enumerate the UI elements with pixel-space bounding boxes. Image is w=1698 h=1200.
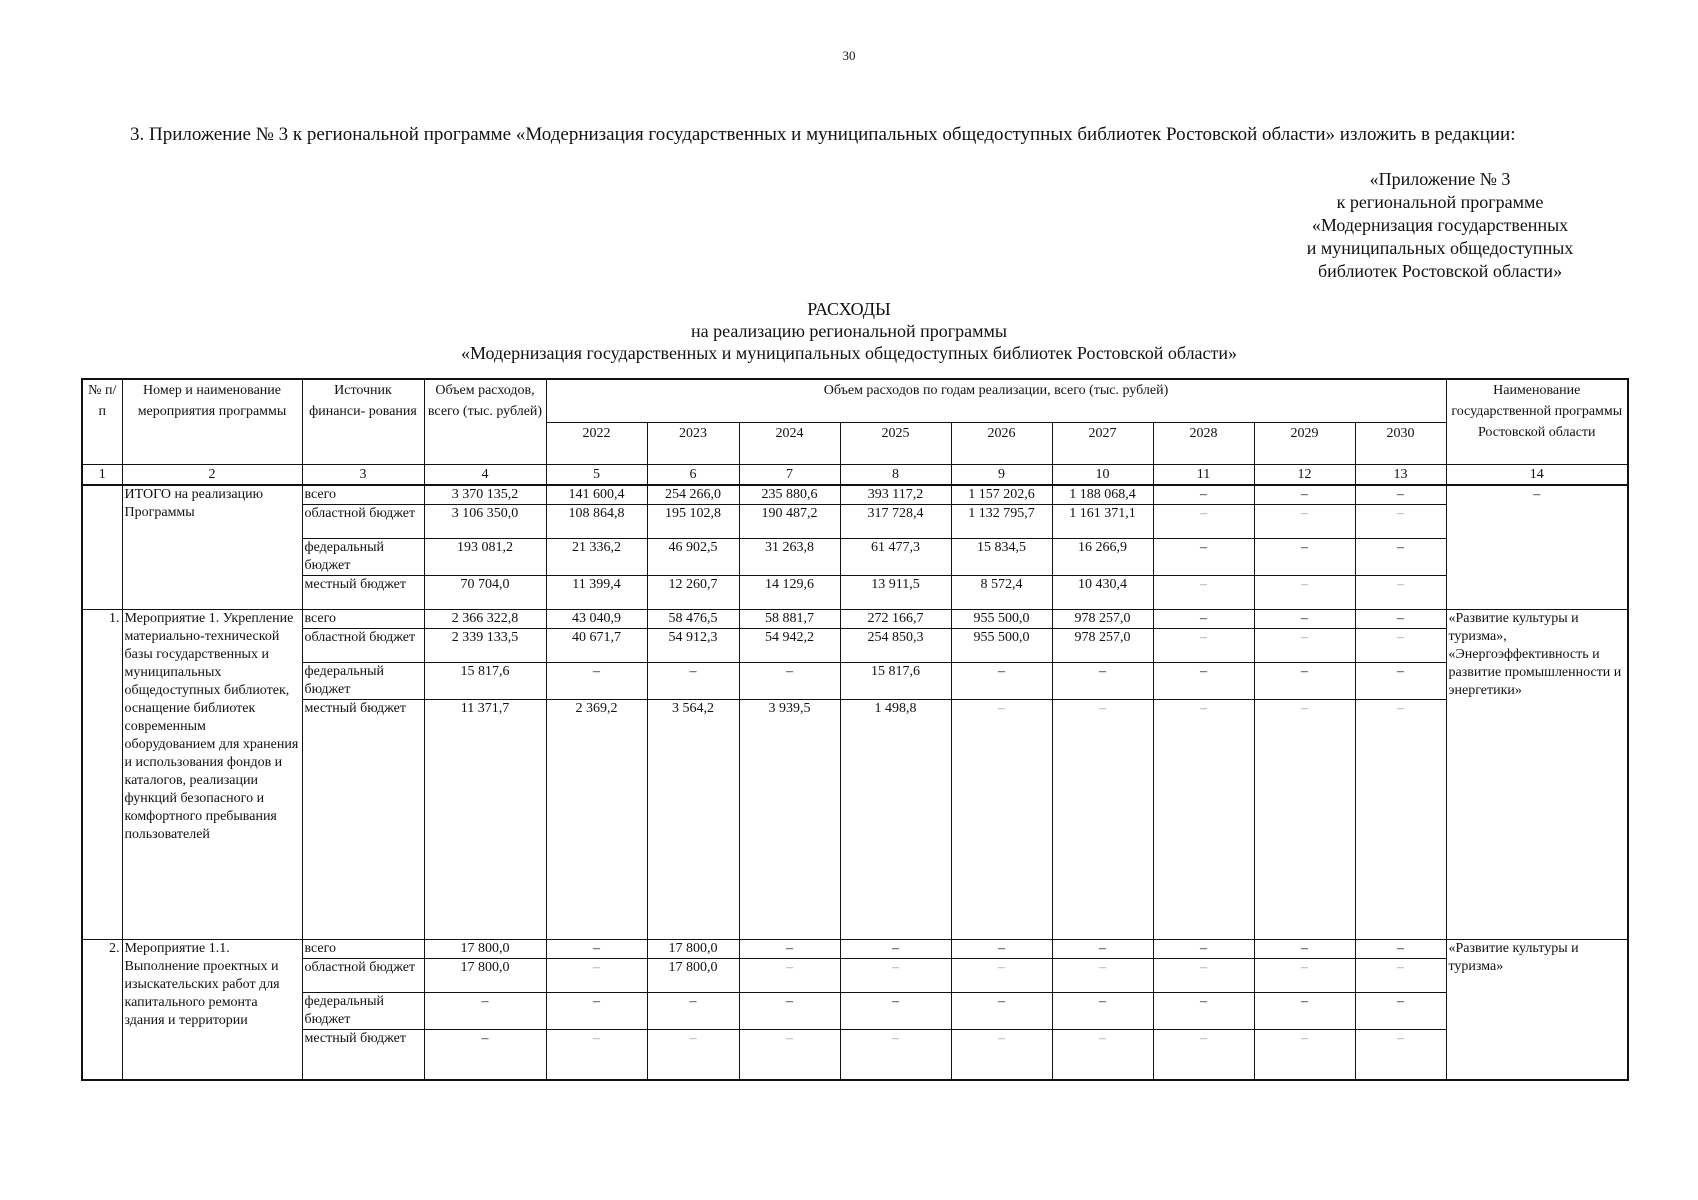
header-year-2022: 2022 [546, 423, 647, 465]
header-year-2028: 2028 [1153, 423, 1254, 465]
year-value-2028: – [1153, 629, 1254, 663]
table-row [82, 993, 1628, 1030]
year-value-2030: – [1355, 1030, 1446, 1080]
year-value-2025: 254 850,3 [840, 629, 951, 663]
year-value-2030: – [1355, 610, 1446, 629]
table-row [82, 700, 1628, 940]
year-value-2029: – [1254, 485, 1355, 505]
year-value-2030: – [1355, 663, 1446, 700]
year-value-2029: – [1254, 700, 1355, 940]
year-value-2025: – [840, 993, 951, 1030]
year-value-2026: – [951, 663, 1052, 700]
header-number: № п/п [82, 379, 122, 465]
year-value-2027: – [1052, 700, 1153, 940]
year-value-2022: – [546, 940, 647, 959]
funding-source: федеральный бюджет [302, 539, 424, 576]
appendix-line: «Модернизация государственных [1311, 215, 1569, 235]
header-year-2025: 2025 [840, 423, 951, 465]
year-value-2023: 12 260,7 [647, 576, 739, 610]
total-volume: 3 370 135,2 [424, 485, 546, 505]
total-volume: 15 817,6 [424, 663, 546, 700]
year-value-2028: – [1153, 663, 1254, 700]
expenses-table-wrapper [81, 378, 1629, 1081]
total-volume: 70 704,0 [424, 576, 546, 610]
header-year-2027: 2027 [1052, 423, 1153, 465]
year-value-2024: – [739, 959, 840, 993]
event-name: Мероприятие 1.1. Выполнение проектных и изыскательских работ для капитального ремонта здания и территории [122, 940, 302, 1080]
year-value-2029: – [1254, 1030, 1355, 1080]
year-value-2024: – [739, 663, 840, 700]
total-volume: 17 800,0 [424, 940, 546, 959]
year-value-2029: – [1254, 959, 1355, 993]
year-value-2024: 190 487,2 [739, 505, 840, 539]
year-value-2027: – [1052, 959, 1153, 993]
year-value-2030: – [1355, 629, 1446, 663]
column-number: 10 [1052, 465, 1153, 486]
table-row [82, 663, 1628, 700]
funding-source: всего [302, 485, 424, 505]
year-value-2022: 2 369,2 [546, 700, 647, 940]
table-header [82, 379, 1628, 485]
year-value-2022: 21 336,2 [546, 539, 647, 576]
row-number: 2. [82, 940, 122, 1080]
year-value-2028: – [1153, 993, 1254, 1030]
column-number: 12 [1254, 465, 1355, 486]
year-value-2029: – [1254, 629, 1355, 663]
year-value-2029: – [1254, 663, 1355, 700]
year-value-2027: 1 188 068,4 [1052, 485, 1153, 505]
row-number [82, 485, 122, 610]
title-line: «Модернизация государственных и муниципальных общедоступных библиотек Ростовской области» [460, 343, 1238, 363]
table-row [82, 1030, 1628, 1080]
year-value-2023: 195 102,8 [647, 505, 739, 539]
year-value-2030: – [1355, 505, 1446, 539]
appendix-line: и муниципальных общедоступных [1306, 238, 1574, 258]
table-row [82, 576, 1628, 610]
title-line: РАСХОДЫ [807, 299, 891, 319]
year-value-2024: – [739, 1030, 840, 1080]
year-value-2025: – [840, 1030, 951, 1080]
total-volume: 17 800,0 [424, 959, 546, 993]
event-name: ИТОГО на реализацию Программы [122, 485, 302, 610]
total-volume: 3 106 350,0 [424, 505, 546, 539]
funding-source: областной бюджет [302, 959, 424, 993]
column-number: 8 [840, 465, 951, 486]
year-value-2025: 1 498,8 [840, 700, 951, 940]
year-value-2024: 235 880,6 [739, 485, 840, 505]
year-value-2024: 14 129,6 [739, 576, 840, 610]
total-volume: 2 366 322,8 [424, 610, 546, 629]
year-value-2030: – [1355, 959, 1446, 993]
year-value-2030: – [1355, 576, 1446, 610]
year-value-2023: 254 266,0 [647, 485, 739, 505]
column-number: 7 [739, 465, 840, 486]
year-value-2030: – [1355, 940, 1446, 959]
year-value-2025: 15 817,6 [840, 663, 951, 700]
year-value-2028: – [1153, 505, 1254, 539]
year-value-2030: – [1355, 993, 1446, 1030]
year-value-2026: 15 834,5 [951, 539, 1052, 576]
header-years-group: Объем расходов по годам реализации, всего (тыс. рублей) [546, 379, 1446, 423]
total-volume: – [424, 993, 546, 1030]
year-value-2025: 393 117,2 [840, 485, 951, 505]
year-value-2025: – [840, 940, 951, 959]
event-name: Мероприятие 1. Укрепление материально-технической базы государственных и муниципальных общедоступных библиотек, оснащение библиотек современным оборудованием для хранения и использования фондов и каталогов, реализации функций безопасного и комфортного пребывания пользователей [122, 610, 302, 940]
header-year-2026: 2026 [951, 423, 1052, 465]
column-number: 1 [82, 465, 122, 486]
header-total-volume: Объем расходов, всего (тыс. рублей) [424, 379, 546, 465]
year-value-2025: 13 911,5 [840, 576, 951, 610]
year-value-2029: – [1254, 539, 1355, 576]
header-state-program: Наименование государственной программы Ростовской области [1446, 379, 1628, 465]
year-value-2022: – [546, 663, 647, 700]
column-number: 3 [302, 465, 424, 486]
state-program: «Развитие культуры и туризма», «Энергоэффективность и развитие промышленности и энергетики» [1446, 610, 1628, 940]
appendix-caption [1250, 168, 1630, 283]
funding-source: местный бюджет [302, 700, 424, 940]
year-value-2023: – [647, 993, 739, 1030]
year-value-2027: – [1052, 1030, 1153, 1080]
header-year-2030: 2030 [1355, 423, 1446, 465]
year-value-2022: – [546, 1030, 647, 1080]
year-value-2026: – [951, 959, 1052, 993]
year-value-2029: – [1254, 993, 1355, 1030]
year-value-2028: – [1153, 940, 1254, 959]
year-value-2026: 955 500,0 [951, 629, 1052, 663]
year-value-2027: – [1052, 663, 1153, 700]
header-event-name: Номер и наименование мероприятия программы [122, 379, 302, 465]
year-value-2025: 272 166,7 [840, 610, 951, 629]
year-value-2024: 3 939,5 [739, 700, 840, 940]
table-row [82, 629, 1628, 663]
table-row [82, 505, 1628, 539]
year-value-2027: 10 430,4 [1052, 576, 1153, 610]
appendix-line: «Приложение № 3 [1369, 169, 1511, 189]
column-number: 13 [1355, 465, 1446, 486]
year-value-2023: 3 564,2 [647, 700, 739, 940]
year-value-2028: – [1153, 576, 1254, 610]
year-value-2024: 31 263,8 [739, 539, 840, 576]
year-value-2023: 17 800,0 [647, 959, 739, 993]
table-row [82, 610, 1628, 629]
year-value-2028: – [1153, 539, 1254, 576]
column-number: 5 [546, 465, 647, 486]
year-value-2028: – [1153, 485, 1254, 505]
year-value-2030: – [1355, 700, 1446, 940]
state-program: – [1446, 485, 1628, 610]
year-value-2030: – [1355, 539, 1446, 576]
year-value-2025: 317 728,4 [840, 505, 951, 539]
column-number: 11 [1153, 465, 1254, 486]
page-number: 30 [842, 48, 856, 63]
year-value-2024: 54 942,2 [739, 629, 840, 663]
table-row [82, 485, 1628, 505]
header-funding-source: Источник финанси- рования [302, 379, 424, 465]
year-value-2029: – [1254, 576, 1355, 610]
year-value-2026: 8 572,4 [951, 576, 1052, 610]
year-value-2026: – [951, 993, 1052, 1030]
year-value-2026: – [951, 940, 1052, 959]
year-value-2029: – [1254, 505, 1355, 539]
year-value-2023: 46 902,5 [647, 539, 739, 576]
year-value-2027: 978 257,0 [1052, 629, 1153, 663]
row-number: 1. [82, 610, 122, 940]
funding-source: всего [302, 610, 424, 629]
year-value-2022: – [546, 959, 647, 993]
table-row [82, 959, 1628, 993]
funding-source: всего [302, 940, 424, 959]
year-value-2026: 955 500,0 [951, 610, 1052, 629]
header-year-2024: 2024 [739, 423, 840, 465]
column-number: 9 [951, 465, 1052, 486]
year-value-2024: – [739, 993, 840, 1030]
year-value-2022: 43 040,9 [546, 610, 647, 629]
appendix-line: к региональной программе [1336, 192, 1544, 212]
title-line: на реализацию региональной программы [690, 321, 1008, 341]
column-number: 4 [424, 465, 546, 486]
total-volume: 2 339 133,5 [424, 629, 546, 663]
year-value-2026: – [951, 700, 1052, 940]
funding-source: областной бюджет [302, 629, 424, 663]
year-value-2022: 11 399,4 [546, 576, 647, 610]
header-year-2023: 2023 [647, 423, 739, 465]
year-value-2026: 1 132 795,7 [951, 505, 1052, 539]
year-value-2022: 108 864,8 [546, 505, 647, 539]
funding-source: федеральный бюджет [302, 993, 424, 1030]
year-value-2027: – [1052, 940, 1153, 959]
year-value-2023: – [647, 663, 739, 700]
funding-source: местный бюджет [302, 576, 424, 610]
year-value-2025: 61 477,3 [840, 539, 951, 576]
year-value-2024: 58 881,7 [739, 610, 840, 629]
table-row [82, 539, 1628, 576]
funding-source: областной бюджет [302, 505, 424, 539]
year-value-2029: – [1254, 940, 1355, 959]
year-value-2030: – [1355, 485, 1446, 505]
appendix-line: библиотек Ростовской области» [1317, 261, 1563, 281]
year-value-2026: – [951, 1030, 1052, 1080]
state-program: «Развитие культуры и туризма» [1446, 940, 1628, 1080]
total-volume: – [424, 1030, 546, 1080]
year-value-2027: 1 161 371,1 [1052, 505, 1153, 539]
intro-paragraph: 3. Приложение № 3 к региональной программе «Модернизация государственных и муниципальных общедоступных библиотек Ростовской области» изложить в редакции: [130, 124, 1516, 145]
year-value-2024: – [739, 940, 840, 959]
year-value-2028: – [1153, 610, 1254, 629]
year-value-2022: – [546, 993, 647, 1030]
year-value-2028: – [1153, 1030, 1254, 1080]
year-value-2023: 17 800,0 [647, 940, 739, 959]
column-number: 6 [647, 465, 739, 486]
year-value-2022: 40 671,7 [546, 629, 647, 663]
table-row [82, 940, 1628, 959]
funding-source: местный бюджет [302, 1030, 424, 1080]
year-value-2023: 54 912,3 [647, 629, 739, 663]
document-title [0, 298, 1698, 364]
column-number: 14 [1446, 465, 1628, 486]
year-value-2028: – [1153, 959, 1254, 993]
table-body [82, 485, 1628, 1080]
total-volume: 193 081,2 [424, 539, 546, 576]
year-value-2023: 58 476,5 [647, 610, 739, 629]
funding-source: федеральный бюджет [302, 663, 424, 700]
year-value-2025: – [840, 959, 951, 993]
year-value-2027: 978 257,0 [1052, 610, 1153, 629]
year-value-2022: 141 600,4 [546, 485, 647, 505]
year-value-2027: 16 266,9 [1052, 539, 1153, 576]
expenses-table [81, 378, 1629, 1081]
year-value-2029: – [1254, 610, 1355, 629]
header-year-2029: 2029 [1254, 423, 1355, 465]
year-value-2023: – [647, 1030, 739, 1080]
column-number: 2 [122, 465, 302, 486]
year-value-2026: 1 157 202,6 [951, 485, 1052, 505]
year-value-2027: – [1052, 993, 1153, 1030]
year-value-2028: – [1153, 700, 1254, 940]
total-volume: 11 371,7 [424, 700, 546, 940]
